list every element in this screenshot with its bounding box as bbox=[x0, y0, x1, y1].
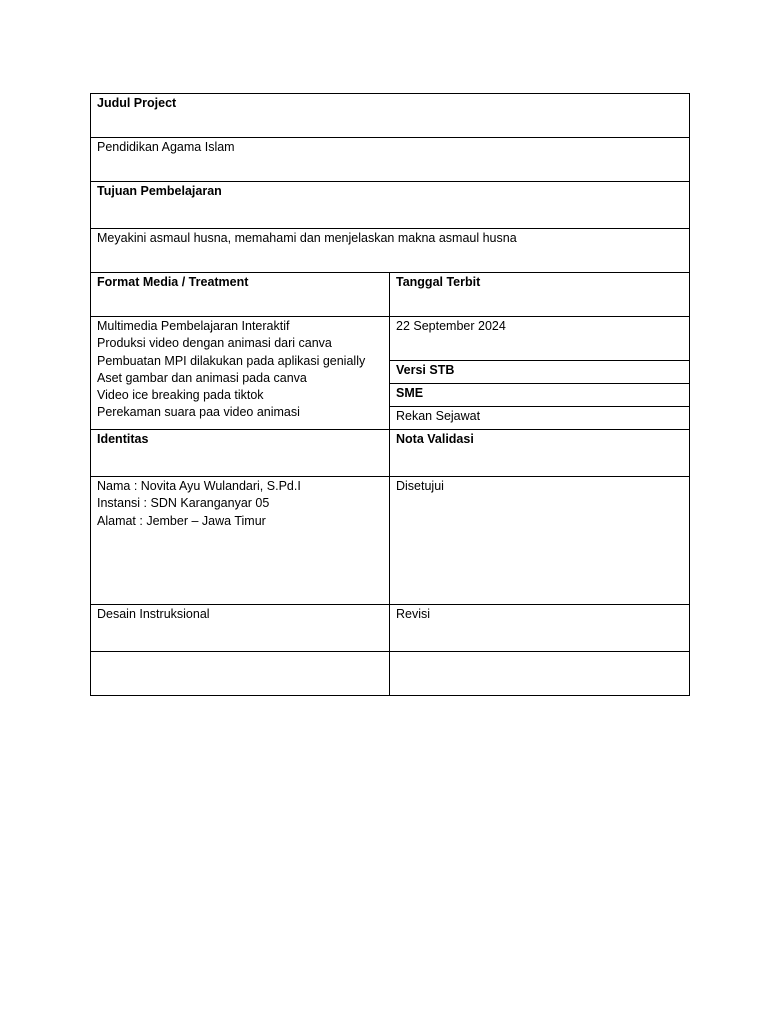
format-content-row bbox=[91, 317, 690, 361]
revision-label: Revisi bbox=[390, 605, 690, 652]
publish-date-label: Tanggal Terbit bbox=[390, 273, 690, 317]
project-title-label: Judul Project bbox=[91, 94, 690, 138]
project-form-table bbox=[90, 93, 690, 696]
design-value-cell bbox=[91, 652, 390, 696]
identity-details-cell bbox=[91, 477, 390, 605]
design-label: Desain Instruksional bbox=[91, 605, 390, 652]
project-title-value-row bbox=[91, 138, 690, 182]
sme-value: Rekan Sejawat bbox=[390, 407, 690, 430]
version-label: Versi STB bbox=[390, 361, 690, 384]
identity-header-row bbox=[91, 430, 690, 477]
objective-value: Meyakini asmaul husna, memahami dan menjelaskan makna asmaul husna bbox=[91, 229, 690, 273]
identity-label: Identitas bbox=[91, 430, 390, 477]
format-header-row bbox=[91, 273, 690, 317]
identity-name: Nama : Novita Ayu Wulandari, S.Pd.I bbox=[97, 479, 301, 493]
objective-label-row bbox=[91, 182, 690, 229]
design-revision-row bbox=[91, 605, 690, 652]
empty-row bbox=[91, 652, 690, 696]
objective-value-row bbox=[91, 229, 690, 273]
sme-label: SME bbox=[390, 384, 690, 407]
format-item: Pembuatan MPI dilakukan pada aplikasi genially bbox=[97, 353, 366, 368]
project-title-value: Pendidikan Agama Islam bbox=[91, 138, 690, 182]
format-item: Multimedia Pembelajaran Interaktif bbox=[97, 319, 290, 333]
identity-content-row bbox=[91, 477, 690, 605]
publish-date-value: 22 September 2024 bbox=[390, 317, 690, 361]
identity-institution: Instansi : SDN Karanganyar 05 bbox=[97, 496, 270, 511]
validation-value: Disetujui bbox=[390, 477, 690, 605]
format-label: Format Media / Treatment bbox=[91, 273, 390, 317]
revision-value-cell bbox=[390, 652, 690, 696]
format-items-cell bbox=[91, 317, 390, 430]
format-item: Perekaman suara paa video animasi bbox=[97, 405, 300, 420]
format-item: Aset gambar dan animasi pada canva bbox=[97, 370, 307, 385]
format-item: Produksi video dengan animasi dari canva bbox=[97, 336, 332, 351]
validation-label: Nota Validasi bbox=[390, 430, 690, 477]
identity-address: Alamat : Jember – Jawa Timur bbox=[97, 513, 266, 528]
objective-label: Tujuan Pembelajaran bbox=[91, 182, 690, 229]
format-item: Video ice breaking pada tiktok bbox=[97, 388, 264, 403]
project-title-label-row bbox=[91, 94, 690, 138]
